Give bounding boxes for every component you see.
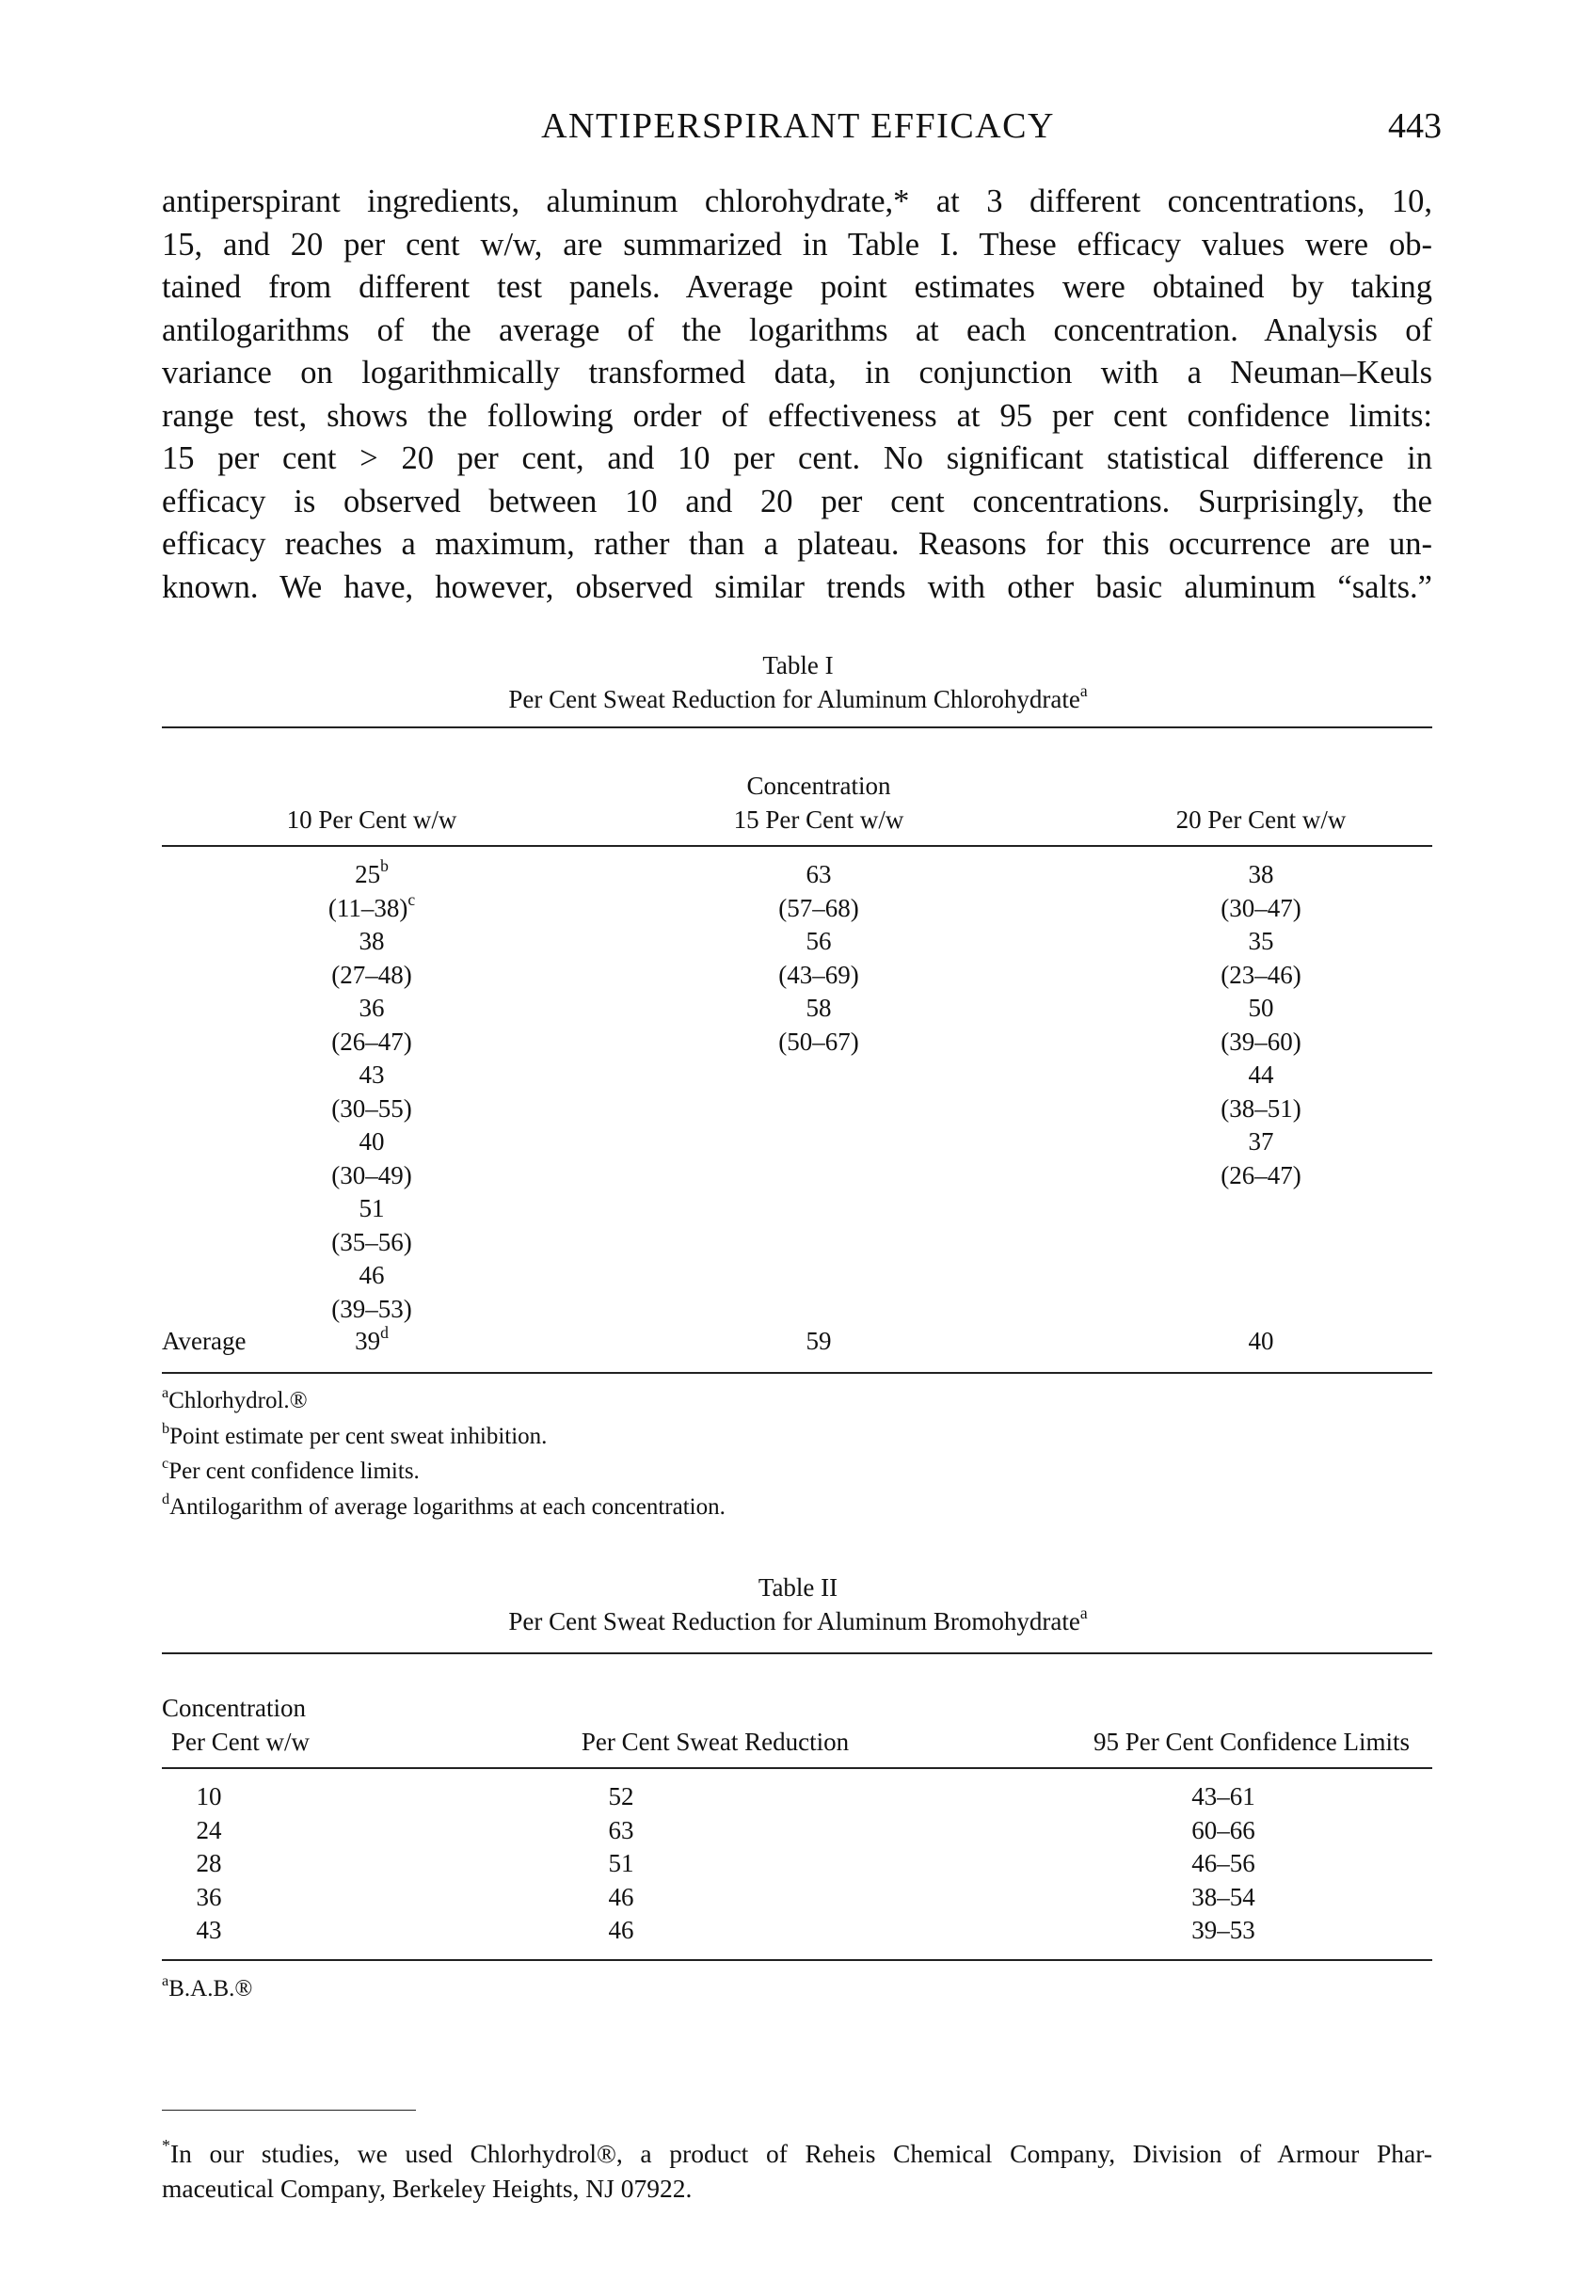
- table1-cell: [296, 1226, 447, 1260]
- body-line: known. We have, however, observed similar trends with other basic aluminum “salts.”: [162, 568, 1432, 605]
- page-footnote: [162, 2136, 1432, 2206]
- table1-cell: [296, 1159, 447, 1193]
- table1-cell-value: (26–47): [1221, 1160, 1301, 1189]
- table1-cell-value: 56: [806, 927, 832, 955]
- table2-cell-limits: 43–61: [1191, 1782, 1255, 1810]
- table1-average-10-value: 39: [355, 1327, 381, 1355]
- table1-cell: [743, 1026, 894, 1060]
- table1-cell: [1186, 1125, 1336, 1159]
- table1-col10: [296, 858, 447, 1326]
- footnote-mark: *: [162, 2136, 170, 2156]
- note-mark: c: [162, 1455, 169, 1473]
- table2-cell-limits: 39–53: [1191, 1916, 1255, 1944]
- table1-average-10-sup: d: [380, 1323, 389, 1343]
- body-line: efficacy reaches a maximum, rather than a plateau. Reasons for this occurrence are un-: [162, 526, 1432, 562]
- table1-average-label: Average: [162, 1327, 247, 1355]
- table2-cell-concentration: 36: [196, 1882, 222, 1911]
- table1-cell: [1186, 959, 1336, 993]
- body-line: 15 per cent > 20 per cent, and 10 per cent. No significant statistical difference in: [162, 440, 1432, 476]
- table1-col-header-10: 10 Per Cent w/w: [286, 805, 457, 834]
- table1-cell-value: 37: [1248, 1127, 1274, 1156]
- table1-average-15: 59: [806, 1327, 832, 1355]
- body-line: range test, shows the following order of effectiveness at 95 per cent confidence limits:: [162, 397, 1432, 434]
- table1-col-header-15: 15 Per Cent w/w: [733, 805, 904, 834]
- note-text: B.A.B.®: [168, 1976, 253, 2001]
- table1-title-sup: a: [1079, 681, 1088, 701]
- table1-cell: [1186, 1059, 1336, 1092]
- table1-col15-cells: [743, 858, 894, 1059]
- table1-col20-cells: [1186, 858, 1336, 1192]
- footnote-rule: [162, 2110, 416, 2111]
- table1-note: [162, 1490, 726, 1525]
- table1-cell-value: (26–47): [331, 1027, 412, 1056]
- table1-col15: [743, 858, 894, 1059]
- table1-header-rule: [162, 845, 1432, 847]
- table1-cell: [1186, 925, 1336, 959]
- table2-row: [162, 1881, 1432, 1915]
- table1-label: Table I: [762, 651, 834, 679]
- table2-cell-limits: 46–56: [1191, 1849, 1255, 1877]
- table2-cell-limits: 38–54: [1191, 1882, 1255, 1911]
- table1-cell: [296, 1259, 447, 1293]
- table2-col1-header-line2: Per Cent w/w: [171, 1728, 310, 1756]
- table1-cell-value: 36: [359, 994, 385, 1022]
- table1-cell-value: 40: [359, 1127, 385, 1156]
- table1-cell-value: (39–53): [331, 1294, 412, 1323]
- note-mark: d: [162, 1490, 170, 1507]
- body-line: antilogarithms of the average of the logarithms at each concentration. Analysis of: [162, 311, 1432, 348]
- table1-cell: [296, 1192, 447, 1226]
- table1-cell: [743, 992, 894, 1026]
- table1-cell-value: 46: [359, 1261, 385, 1289]
- table2-cell-reduction: 46: [608, 1882, 634, 1911]
- note-text: Antilogarithm of average logarithms at each concentration.: [169, 1493, 726, 1520]
- table1-cell: [296, 1125, 447, 1159]
- table1-cell-sup: b: [380, 856, 389, 876]
- table1-top-rule: [162, 726, 1432, 728]
- table1-cell-value: 50: [1248, 994, 1274, 1022]
- table1-cell-value: 38: [359, 927, 385, 955]
- table2-cell-reduction: 63: [608, 1815, 634, 1844]
- note-text: Point estimate per cent sweat inhibition.: [169, 1423, 548, 1449]
- table2-label: Table II: [758, 1573, 838, 1602]
- table1-cell-value: 25: [355, 860, 381, 888]
- table1-cell: [743, 959, 894, 993]
- page-number: 443: [1388, 106, 1442, 146]
- table1-cell-value: (39–60): [1221, 1027, 1301, 1056]
- table1-cell: [1186, 1159, 1336, 1193]
- body-line: variance on logarithmically transformed data, in conjunction with a Neuman–Keuls: [162, 355, 1432, 391]
- body-line: efficacy is observed between 10 and 20 per cent concentrations. Surprisingly, the: [162, 483, 1432, 519]
- table2-body: [162, 1780, 1432, 1948]
- table1-cell-value: 35: [1248, 927, 1274, 955]
- body-line: tained from different test panels. Average point estimates were obtained by taking: [162, 269, 1432, 305]
- table1-cell-value: (27–48): [331, 960, 412, 989]
- body-line: 15, and 20 per cent w/w, are summarized in Table I. These efficacy values were ob-: [162, 226, 1432, 263]
- table1-cell-value: 44: [1248, 1060, 1274, 1089]
- footnote-text: In our studies, we used Chlorhydrol®, a product of Reheis Chemical Company, Division of Armour Phar-: [169, 2139, 1432, 2168]
- table1-cell: [296, 992, 447, 1026]
- table2-col3-header: 95 Per Cent Confidence Limits: [1093, 1728, 1410, 1756]
- table1-average-10: [296, 1323, 447, 1356]
- footnote-line-1: [162, 2136, 1432, 2171]
- table1-cell-value: (50–67): [778, 1027, 859, 1056]
- table1-cell: [1186, 1026, 1336, 1060]
- table1-bottom-rule: [162, 1372, 1432, 1374]
- table2-cell-limits: 60–66: [1191, 1815, 1255, 1844]
- table1-note: [162, 1383, 726, 1419]
- running-title: ANTIPERSPIRANT EFFICACY: [541, 106, 1055, 146]
- table1-cell: [1186, 892, 1336, 926]
- body-paragraph: [162, 181, 1432, 609]
- table1-cell: [743, 925, 894, 959]
- table1-cell-value: (11–38): [327, 893, 408, 922]
- table2-note: [162, 1972, 253, 2002]
- note-mark: b: [162, 1419, 170, 1437]
- table2-header-rule: [162, 1767, 1432, 1769]
- table1-cell-value: (38–51): [1221, 1093, 1301, 1123]
- table1-cell-value: (35–56): [331, 1227, 412, 1256]
- note-text: Chlorhydrol.®: [168, 1388, 308, 1413]
- note-mark: a: [162, 1972, 169, 1990]
- table2-cell-concentration: 10: [196, 1782, 222, 1810]
- table2-cell-reduction: 52: [608, 1782, 634, 1810]
- table1-cell: [743, 858, 894, 892]
- table1-cell: [296, 1293, 447, 1327]
- note-mark: a: [162, 1384, 169, 1402]
- table2-title-text: Per Cent Sweat Reduction for Aluminum Bromohydrate: [508, 1607, 1080, 1635]
- table2-bottom-rule: [162, 1959, 1432, 1961]
- table2-title: [0, 1603, 1596, 1636]
- table2-cell-reduction: 51: [608, 1849, 634, 1877]
- table1-cell-value: 63: [806, 860, 832, 888]
- table1-cell: [296, 1026, 447, 1060]
- table2-cell-concentration: 43: [196, 1916, 222, 1944]
- table1-cell-value: 43: [359, 1060, 385, 1089]
- table2-cell-concentration: 24: [196, 1815, 222, 1844]
- table1-cell-value: (30–55): [331, 1093, 412, 1123]
- table1-notes: [162, 1383, 726, 1524]
- table1-cell-value: (57–68): [778, 893, 859, 922]
- table2-row: [162, 1814, 1432, 1848]
- table1-cell-value: 51: [359, 1194, 385, 1222]
- table1-note: [162, 1454, 726, 1490]
- table1-col20: [1186, 858, 1336, 1192]
- table1-cell-value: (43–69): [778, 960, 859, 989]
- table1-cell-sup: c: [407, 889, 416, 909]
- table2-col1-header-line1: Concentration: [162, 1694, 306, 1722]
- body-line: antiperspirant ingredients, aluminum chlorohydrate,* at 3 different concentrations, 10,: [162, 183, 1432, 219]
- note-text: Per cent confidence limits.: [168, 1459, 420, 1484]
- table2-title-sup: a: [1079, 1603, 1088, 1623]
- table1-cell: [296, 1059, 447, 1092]
- table1-cell: [743, 892, 894, 926]
- footnote-line-2: maceutical Company, Berkeley Heights, NJ 07922.: [162, 2174, 693, 2203]
- table1-cell: [296, 858, 447, 892]
- table1-cell-value: 58: [806, 994, 832, 1022]
- table1-cell: [296, 1092, 447, 1126]
- table1-col10-cells: [296, 858, 447, 1326]
- table1-cell-value: (30–49): [331, 1160, 412, 1189]
- table1-cell: [1186, 1092, 1336, 1126]
- table1-cell-value: (30–47): [1221, 893, 1301, 922]
- table2-row: [162, 1847, 1432, 1881]
- table1-group-header: Concentration: [746, 772, 891, 800]
- table2-cell-reduction: 46: [608, 1916, 634, 1944]
- table1-title: [0, 681, 1596, 714]
- table2-col2-header: Per Cent Sweat Reduction: [581, 1728, 850, 1756]
- table1-cell-value: 38: [1248, 860, 1274, 888]
- table1-col-header-20: 20 Per Cent w/w: [1175, 805, 1347, 834]
- table1-cell-value: (23–46): [1221, 960, 1301, 989]
- table2-row: [162, 1780, 1432, 1814]
- table1-cell: [296, 925, 447, 959]
- table1-cell: [1186, 858, 1336, 892]
- table2-row: [162, 1914, 1432, 1948]
- table1-note: [162, 1419, 726, 1455]
- table2-top-rule: [162, 1652, 1432, 1654]
- table2-rows: [162, 1780, 1432, 1948]
- table2-cell-concentration: 28: [196, 1849, 222, 1877]
- table1-cell: [296, 959, 447, 993]
- table1-cell: [296, 889, 447, 926]
- table1-title-text: Per Cent Sweat Reduction for Aluminum Chlorohydrate: [508, 685, 1080, 713]
- table1-cell: [1186, 992, 1336, 1026]
- table1-average-20: 40: [1248, 1327, 1274, 1355]
